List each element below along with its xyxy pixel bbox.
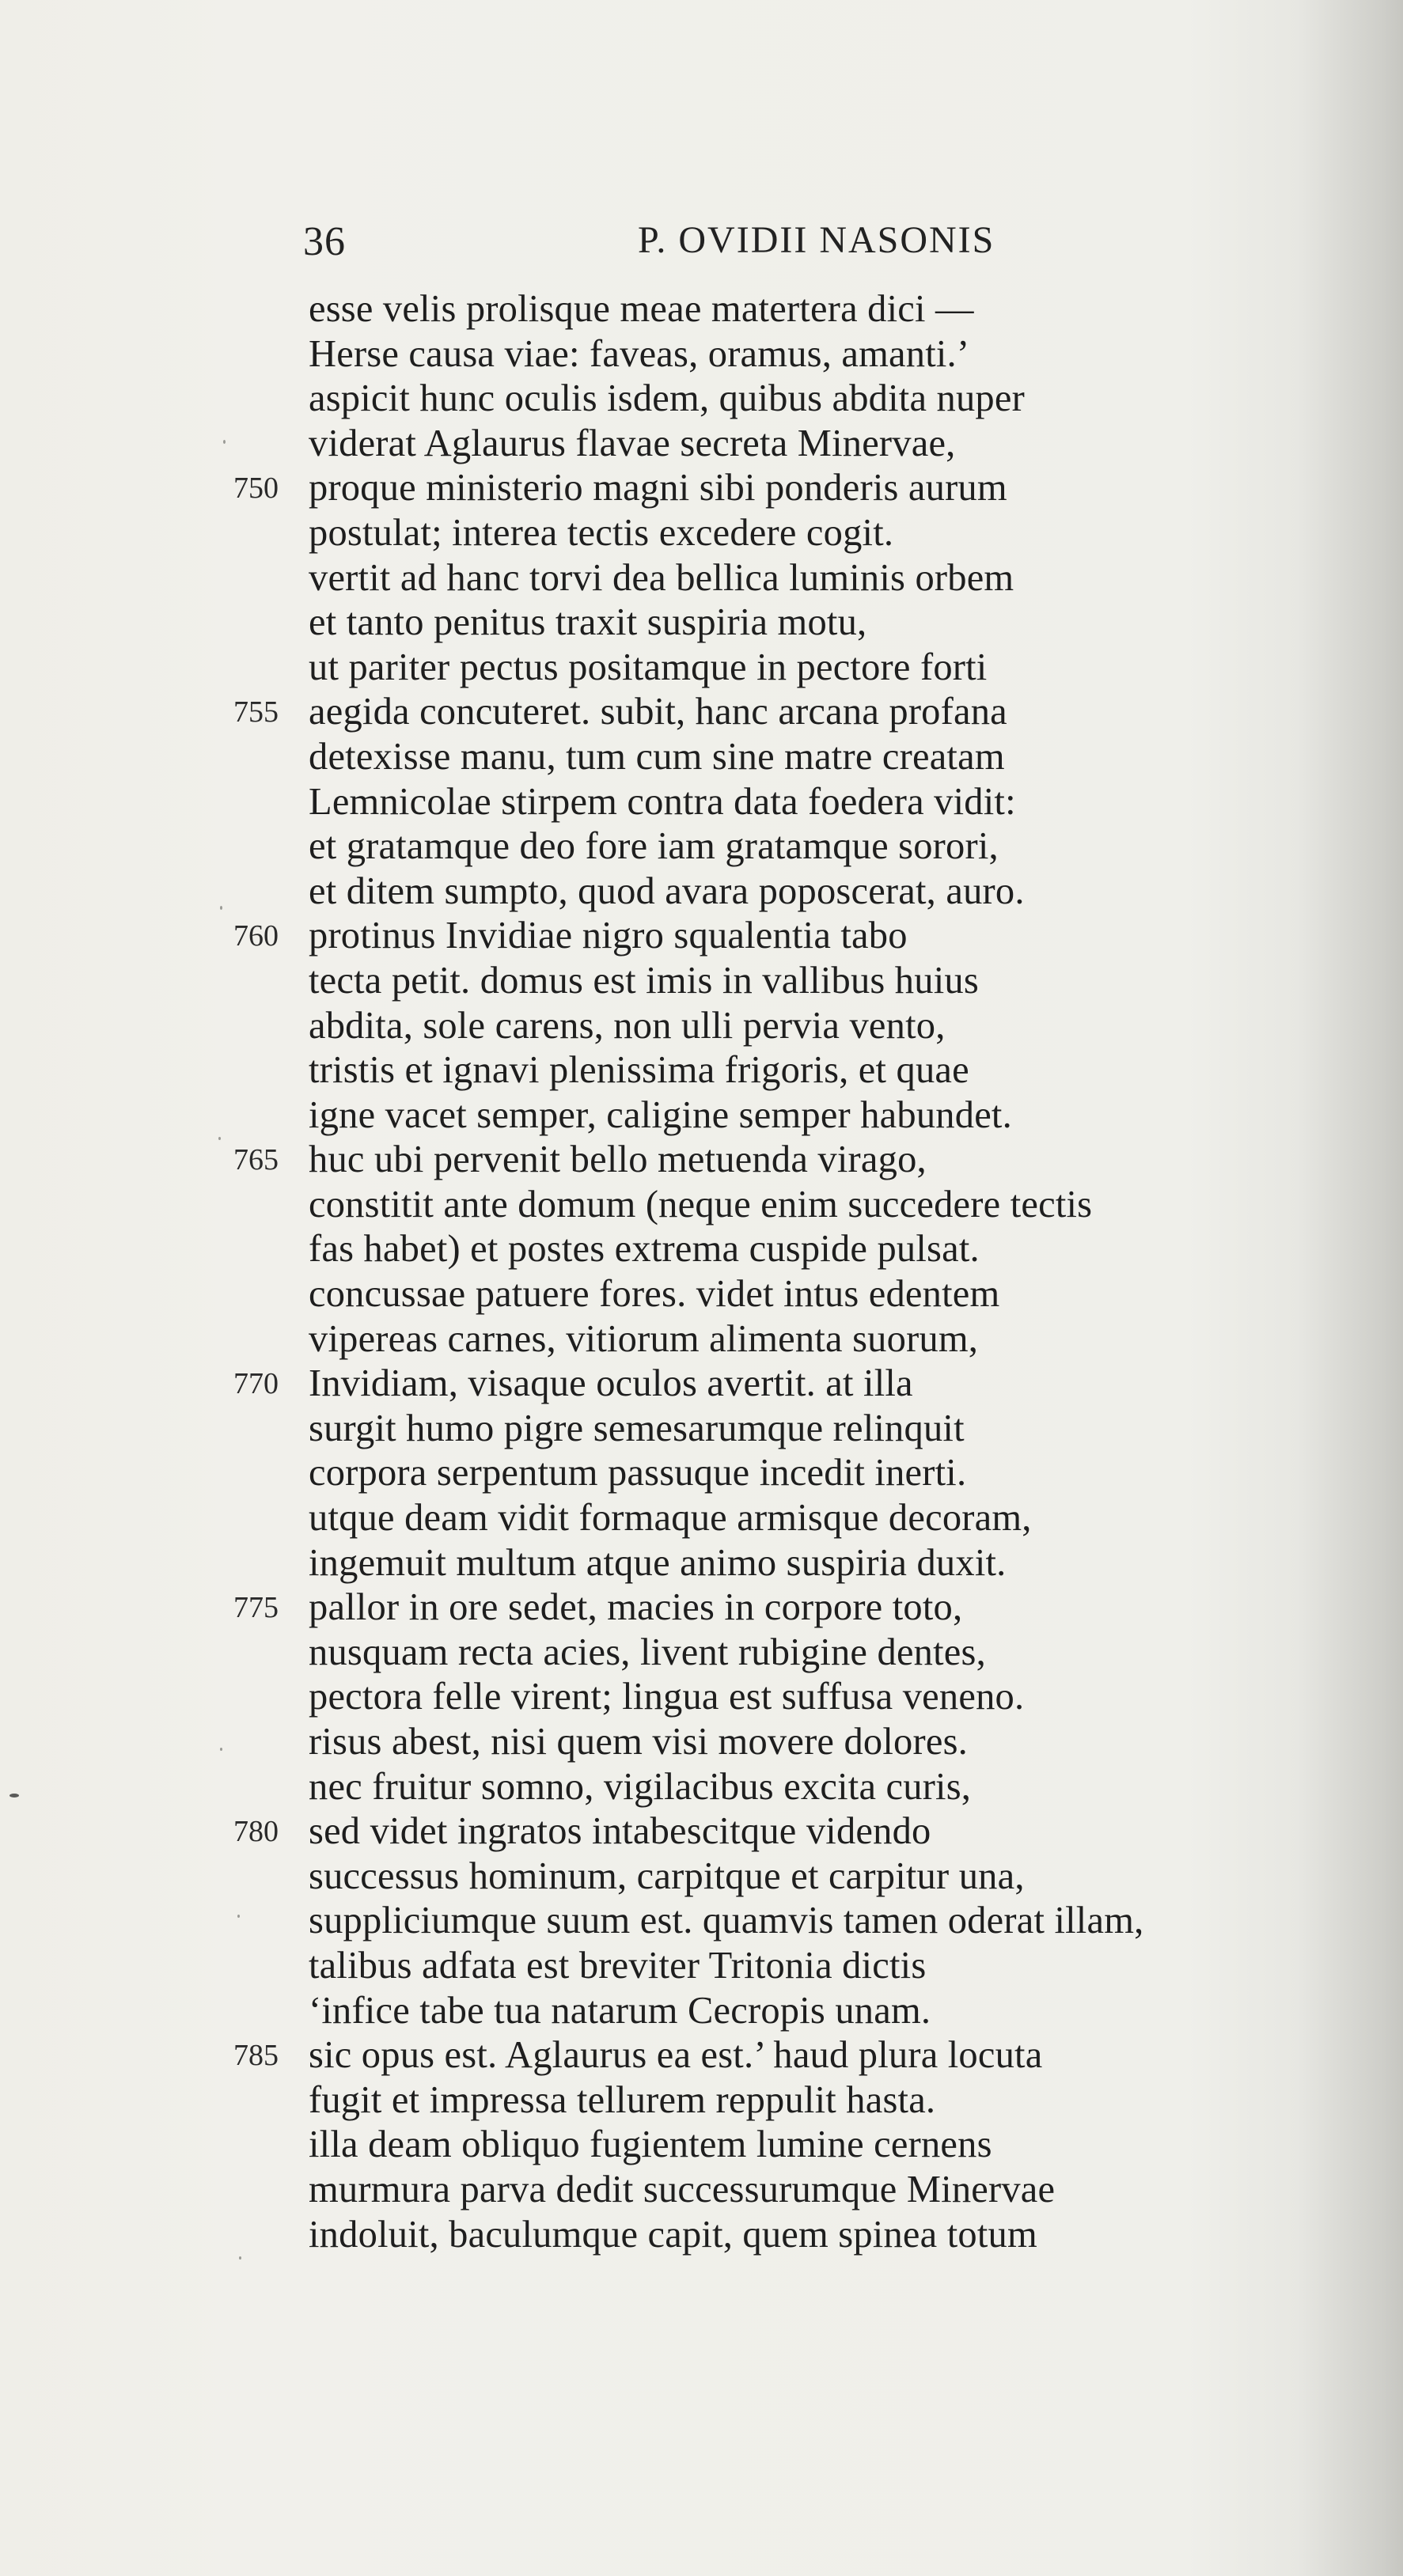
verse-line	[0, 1675, 1403, 1720]
verse-text: fas habet) et postes extrema cuspide pulsat.	[309, 1228, 980, 1271]
verse-text: proque ministerio magni sibi ponderis aurum	[309, 467, 1007, 510]
verse-line	[0, 600, 1403, 646]
verse-line	[0, 1541, 1403, 1586]
margin-speck	[218, 1137, 221, 1140]
verse-text: ingemuit multum atque animo suspiria duxit.	[309, 1541, 1007, 1584]
verse-text: huc ubi pervenit bello metuenda virago,	[309, 1138, 927, 1181]
margin-speck	[220, 1748, 222, 1751]
verse-line	[0, 466, 1403, 511]
verse-text: suppliciumque suum est. quamvis tamen oderat illam,	[309, 1900, 1144, 1942]
verse-text: aegida concuteret. subit, hanc arcana profana	[309, 691, 1007, 733]
verse-line	[0, 287, 1403, 332]
verse-line	[0, 2078, 1403, 2123]
verse-line	[0, 2033, 1403, 2078]
verse-line	[0, 1720, 1403, 1765]
verse-line	[0, 1362, 1403, 1407]
margin-speck	[220, 906, 222, 910]
verse-line	[0, 1944, 1403, 1989]
verse-text: ‘infice tabe tua natarum Cecropis unam.	[309, 1989, 931, 2032]
verse-line	[0, 914, 1403, 959]
verse-line	[0, 1227, 1403, 1272]
verse-text: et ditem sumpto, quod avara poposcerat, auro.	[309, 869, 1025, 912]
verse-text: postulat; interea tectis excedere cogit.	[309, 511, 894, 554]
line-number: 755	[233, 695, 279, 729]
verse-text: fugit et impressa tellurem reppulit hasta.	[309, 2078, 936, 2121]
margin-speck	[237, 1915, 240, 1918]
verse-text: indoluit, baculumque capit, quem spinea totum	[309, 2213, 1037, 2256]
verse-line	[0, 1407, 1403, 1452]
verse-text: vipereas carnes, vitiorum alimenta suorum,	[309, 1317, 979, 1360]
verse-text: vertit ad hanc torvi dea bellica luminis orbem	[309, 556, 1014, 599]
verse-line	[0, 646, 1403, 691]
verse-line	[0, 780, 1403, 825]
verse-text: et tanto penitus traxit suspiria motu,	[309, 601, 867, 644]
verse-text: tristis et ignavi plenissima frigoris, et quae	[309, 1049, 969, 1092]
verse-text: Invidiam, visaque oculos avertit. at illa	[309, 1362, 913, 1405]
line-number: 765	[233, 1143, 279, 1177]
line-number: 780	[233, 1815, 279, 1849]
verse-text: sic opus est. Aglaurus ea est.’ haud plura locuta	[309, 2034, 1043, 2077]
verse-line	[0, 377, 1403, 422]
verse-text: successus hominum, carpitque et carpitur una,	[309, 1854, 1025, 1897]
verse-text: risus abest, nisi quem visi movere dolores.	[309, 1721, 968, 1763]
verse-text: Lemnicolae stirpem contra data foedera vidit:	[309, 780, 1016, 823]
verse-text: surgit humo pigre semesarumque relinquit	[309, 1407, 965, 1449]
verse-line	[0, 690, 1403, 735]
verse-text: nec fruitur somno, vigilacibus excita curis,	[309, 1765, 972, 1808]
verse-line	[0, 1317, 1403, 1362]
verse-text: viderat Aglaurus flavae secreta Minervae,	[309, 422, 956, 464]
verse-line	[0, 824, 1403, 869]
verse-text: pectora felle virent; lingua est suffusa veneno.	[309, 1676, 1025, 1718]
verse-line	[0, 1451, 1403, 1496]
line-number: 775	[233, 1591, 279, 1625]
verse-text: corpora serpentum passuque incedit inerti.	[309, 1452, 967, 1494]
verse-text: concussae patuere fores. videt intus edentem	[309, 1273, 1000, 1316]
verse-text: pallor in ore sedet, macies in corpore toto,	[309, 1586, 963, 1629]
line-number: 770	[233, 1367, 279, 1401]
verse-text: igne vacet semper, caligine semper habundet.	[309, 1093, 1012, 1136]
verse-line	[0, 1138, 1403, 1183]
verse-text: abdita, sole carens, non ulli pervia vento,	[309, 1004, 946, 1047]
verse-text: protinus Invidiae nigro squalentia tabo	[309, 915, 908, 957]
verse-line	[0, 2123, 1403, 2168]
verse-line	[0, 1093, 1403, 1138]
verse-line	[0, 1048, 1403, 1093]
verse-line	[0, 2168, 1403, 2213]
verse-text: Herse causa viae: faveas, oramus, amanti.’	[309, 332, 970, 375]
verse-text: talibus adfata est breviter Tritonia dictis	[309, 1944, 927, 1987]
verse-line	[0, 735, 1403, 780]
verse-text: nusquam recta acies, livent rubigine dentes,	[309, 1631, 986, 1673]
margin-speck	[9, 1794, 19, 1798]
margin-speck	[239, 2256, 241, 2260]
verse-text: murmura parva dedit successurumque Minervae	[309, 2168, 1056, 2210]
verse-line	[0, 1899, 1403, 1944]
verse-text: tecta petit. domus est imis in vallibus huius	[309, 959, 979, 1002]
verse-text: detexisse manu, tum cum sine matre creatam	[309, 735, 1005, 778]
verse-line	[0, 1765, 1403, 1810]
verse-line	[0, 1183, 1403, 1228]
running-title: P. OVIDII NASONIS	[638, 219, 995, 261]
verse-line	[0, 1631, 1403, 1676]
verse-line	[0, 1809, 1403, 1854]
verse-block	[0, 287, 1403, 2257]
verse-line	[0, 959, 1403, 1004]
verse-text: et gratamque deo fore iam gratamque sorori,	[309, 825, 999, 868]
verse-text: sed videt ingratos intabescitque videndo	[309, 1810, 931, 1853]
verse-line	[0, 1496, 1403, 1541]
verse-line	[0, 556, 1403, 601]
verse-line	[0, 869, 1403, 915]
line-number: 785	[233, 2039, 279, 2073]
line-number: 750	[233, 472, 279, 506]
verse-line	[0, 1854, 1403, 1900]
line-number: 760	[233, 919, 279, 953]
verse-line	[0, 2213, 1403, 2258]
verse-line	[0, 422, 1403, 467]
page-number: 36	[303, 219, 346, 264]
verse-text: illa deam obliquo fugientem lumine cernens	[309, 2123, 992, 2166]
verse-text: esse velis prolisque meae matertera dici —	[309, 288, 974, 330]
margin-speck	[223, 440, 226, 444]
verse-line	[0, 1004, 1403, 1049]
verse-line	[0, 1585, 1403, 1631]
verse-line	[0, 511, 1403, 556]
verse-line	[0, 1989, 1403, 2034]
verse-line	[0, 332, 1403, 377]
verse-line	[0, 1272, 1403, 1317]
running-head	[0, 218, 1403, 274]
verse-text: ut pariter pectus positamque in pectore forti	[309, 646, 988, 688]
verse-text: utque deam vidit formaque armisque decoram,	[309, 1497, 1032, 1540]
verse-text: constitit ante domum (neque enim succedere tectis	[309, 1183, 1093, 1225]
verse-text: aspicit hunc oculis isdem, quibus abdita nuper	[309, 377, 1025, 420]
